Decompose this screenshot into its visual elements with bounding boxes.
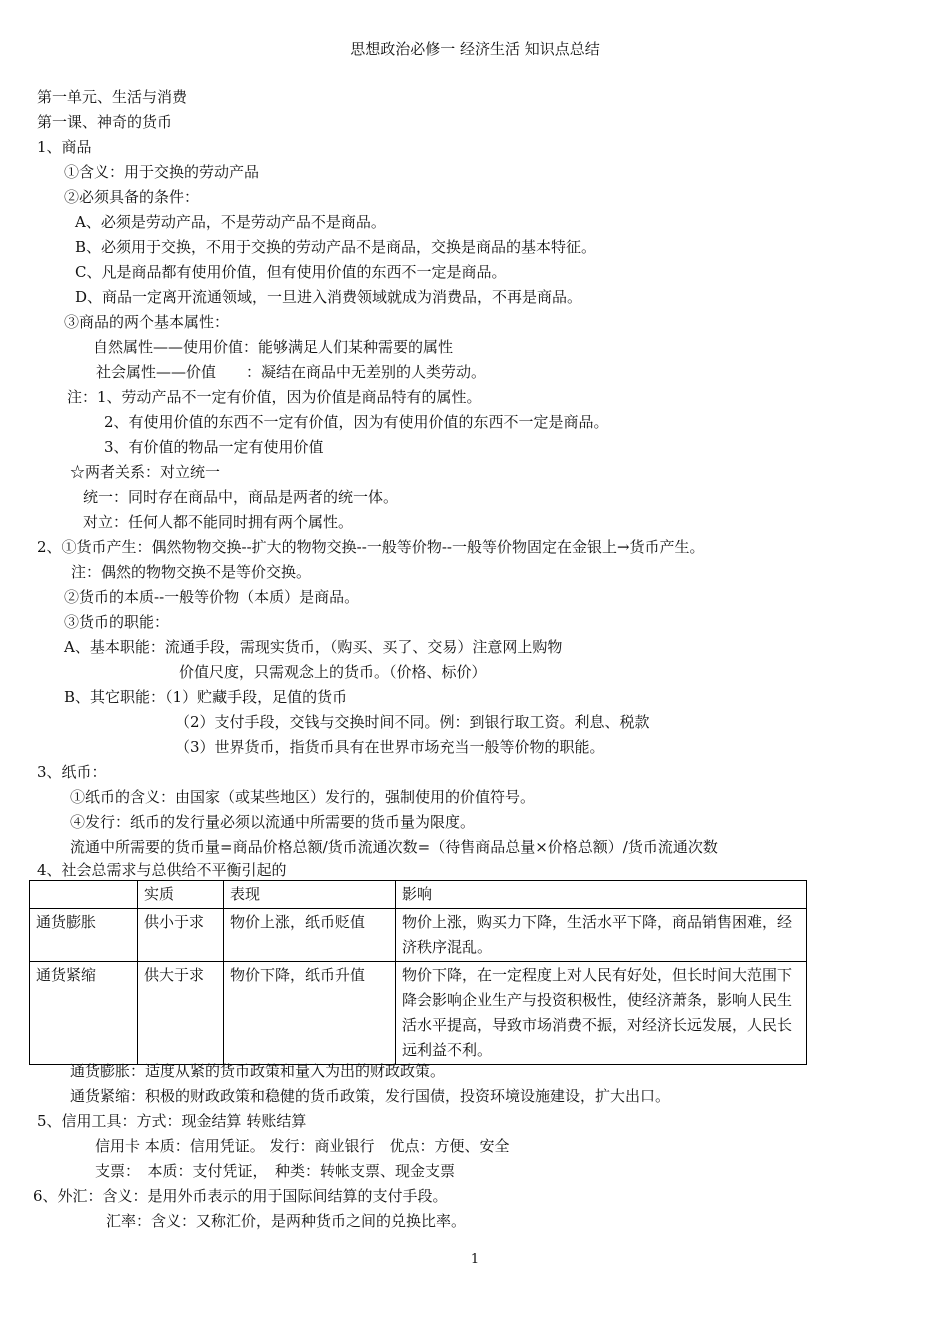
text-line: ①含义：用于交换的劳动产品 <box>64 163 260 181</box>
page-number: 1 <box>470 1252 480 1267</box>
text-line: ②货币的本质--一般等价物（本质）是商品。 <box>64 588 360 606</box>
text-line: B、必须用于交换，不用于交换的劳动产品不是商品，交换是商品的基本特征。 <box>75 238 597 256</box>
table-header-cell <box>30 881 138 909</box>
table-cell: 物价下降，在一定程度上对人民有好处，但长时间大范围下降会影响企业生产与投资积极性，使经济萧条，影响人民生活水平提高，导致市场消费不振，对经济长远发展，人民长远利益不利。 <box>396 962 807 1065</box>
note-line: 注：偶然的物物交换不是等价交换。 <box>71 563 312 581</box>
text-line: ☆两者关系：对立统一 <box>70 463 221 481</box>
table-cell: 通货膨胀 <box>30 909 138 962</box>
section-imbalance: 4、社会总需求与总供给不平衡引起的 <box>37 861 287 879</box>
text-line: 通货膨胀：适度从紧的货币政策和量入为出的财政政策。 <box>70 1062 446 1080</box>
text-line: 汇率：含义：又称汇价，是两种货币之间的兑换比率。 <box>106 1212 467 1230</box>
text-line: 自然属性——使用价值：能够满足人们某种需要的属性 <box>93 338 454 356</box>
text-line: ③货币的职能： <box>64 613 170 631</box>
table-header-cell: 表现 <box>224 881 396 909</box>
note-line: 注：1、劳动产品不一定有价值，因为价值是商品特有的属性。 <box>67 388 482 406</box>
text-line: C、凡是商品都有使用价值，但有使用价值的东西不一定是商品。 <box>75 263 507 281</box>
text-line: 通货紧缩：积极的财政政策和稳健的货币政策，发行国债，投资环境设施建设，扩大出口。 <box>70 1087 671 1105</box>
table-row <box>30 962 807 1065</box>
text-line: （2）支付手段，交钱与交换时间不同。例：到银行取工资。利息、税款 <box>175 713 650 731</box>
table-cell: 物价上涨，纸币贬值 <box>224 909 396 962</box>
section-credit: 5、信用工具：方式：现金结算 转账结算 <box>37 1112 307 1130</box>
section-currency: 2、①货币产生：偶然物物交换--扩大的物物交换--一般等价物--一般等价物固定在金银上→货币产生。 <box>37 538 705 556</box>
table-row <box>30 909 807 962</box>
page-title: 思想政治必修一 经济生活 知识点总结 <box>350 40 600 58</box>
lesson-heading: 第一课、神奇的货币 <box>37 113 173 131</box>
text-line: （3）世界货币，指货币具有在世界市场充当一般等价物的职能。 <box>175 738 605 756</box>
inflation-deflation-table <box>29 880 807 1065</box>
table-cell: 通货紧缩 <box>30 962 138 1065</box>
table-cell: 物价下降，纸币升值 <box>224 962 396 1065</box>
text-line: ③商品的两个基本属性： <box>64 313 230 331</box>
table-header-row <box>30 881 807 909</box>
table-cell: 供小于求 <box>138 909 224 962</box>
section-paper-money: 3、纸币： <box>37 763 107 781</box>
text-line: 支票： 本质：支付凭证， 种类：转帐支票、现金支票 <box>95 1162 456 1180</box>
note-line: 3、有价值的物品一定有使用价值 <box>104 438 324 456</box>
table-cell: 供大于求 <box>138 962 224 1065</box>
text-line: B、其它职能：（1）贮藏手段，足值的货币 <box>64 688 348 706</box>
text-line: 社会属性——价值 ：凝结在商品中无差别的人类劳动。 <box>96 363 487 381</box>
table-cell: 物价上涨，购买力下降，生活水平下降，商品销售困难，经济秩序混乱。 <box>396 909 807 962</box>
table-header-cell: 实质 <box>138 881 224 909</box>
formula-line: 流通中所需要的货币量=商品价格总额/货币流通次数=（待售商品总量×价格总额）/货币流通次数 <box>70 838 718 856</box>
section-commodity: 1、商品 <box>37 138 92 156</box>
text-line: ①纸币的含义：由国家（或某些地区）发行的，强制使用的价值符号。 <box>70 788 536 806</box>
text-line: ④发行：纸币的发行量必须以流通中所需要的货币量为限度。 <box>70 813 476 831</box>
note-line: 2、有使用价值的东西不一定有价值，因为有使用价值的东西不一定是商品。 <box>104 413 609 431</box>
text-line: A、必须是劳动产品，不是劳动产品不是商品。 <box>75 213 386 231</box>
text-line: 信用卡 本质：信用凭证。 发行：商业银行 优点：方便、安全 <box>95 1137 510 1155</box>
text-line: 对立：任何人都不能同时拥有两个属性。 <box>83 513 354 531</box>
table-header-cell: 影响 <box>396 881 807 909</box>
unit-heading: 第一单元、生活与消费 <box>37 88 188 106</box>
text-line: 价值尺度，只需观念上的货币。（价格、标价） <box>179 663 487 681</box>
text-line: 统一：同时存在商品中，商品是两者的统一体。 <box>83 488 399 506</box>
text-line: A、基本职能：流通手段，需现实货币，（购买、买了、交易）注意网上购物 <box>64 638 563 656</box>
text-line: D、商品一定离开流通领域，一旦进入消费领域就成为消费品，不再是商品。 <box>75 288 583 306</box>
text-line: ②必须具备的条件： <box>64 188 200 206</box>
section-forex: 6、外汇：含义：是用外币表示的用于国际间结算的支付手段。 <box>33 1187 448 1205</box>
